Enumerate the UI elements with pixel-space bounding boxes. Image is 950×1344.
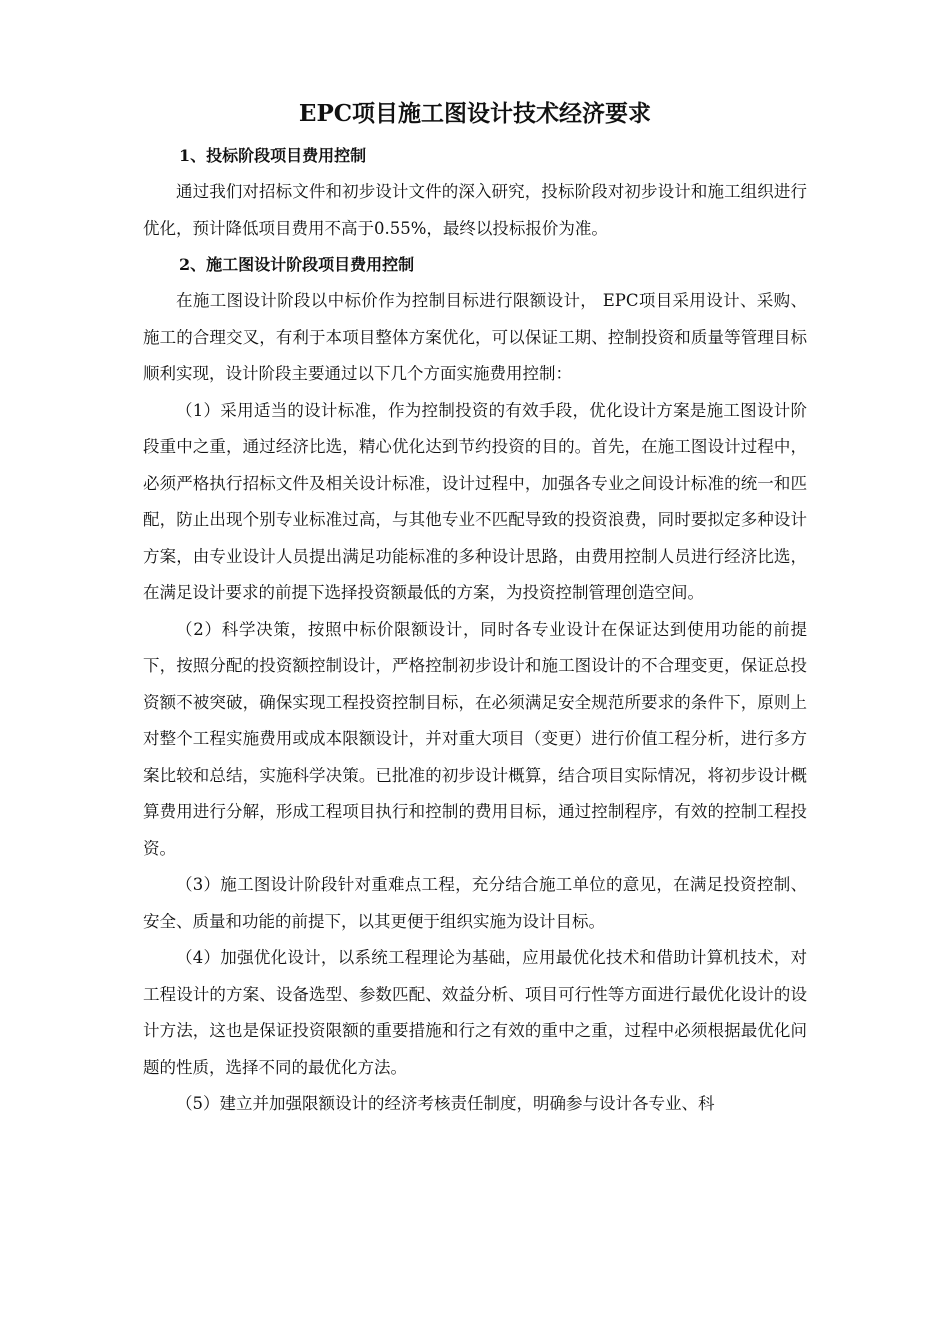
paragraph-design-stage-intro: 在施工图设计阶段以中标价作为控制目标进行限额设计， EPC项目采用设计、采购、施工的合理交叉，有利于本项目整体方案优化，可以保证工期、控制投资和质量等管理目标顺利实现，设计阶段主要通过以下几个方面实施费用控制： [143, 291, 807, 383]
section-heading-bid-stage: 1、投标阶段项目费用控制 [179, 146, 367, 165]
paragraph-item-3: （3）施工图设计阶段针对重难点工程，充分结合施工单位的意见，在满足投资控制、安全、质量和功能的前提下，以其更便于组织实施为设计目标。 [143, 875, 807, 931]
document-title: EPC项目施工图设计技术经济要求 [298, 100, 652, 127]
paragraph-item-2: （2）科学决策，按照中标价限额设计，同时各专业设计在保证达到使用功能的前提下，按照分配的投资额控制设计，严格控制初步设计和施工图设计的不合理变更，保证总投资额不被突破，确保实现工程投资控制目标，在必须满足安全规范所要求的条件下，原则上对整个工程实施费用或成本限额设计，并对重大项目（变更）进行价值工程分析，进行多方案比较和总结，实施科学决策。已批准的初步设计概算，结合项目实际情况，将初步设计概算费用进行分解，形成工程项目执行和控制的费用目标，通过控制程序，有效的控制工程投资。 [143, 619, 807, 858]
paragraph-item-5: （5）建立并加强限额设计的经济考核责任制度，明确参与设计各专业、科 [176, 1094, 715, 1113]
paragraph-item-4: （4）加强优化设计，以系统工程理论为基础，应用最优化技术和借助计算机技术，对工程设计的方案、设备选型、参数匹配、效益分析、项目可行性等方面进行最优化设计的设计方法，这也是保证投资限额的重要措施和行之有效的重中之重，过程中必须根据最优化问题的性质，选择不同的最优化方法。 [143, 948, 807, 1077]
paragraph-bid-stage: 通过我们对招标文件和初步设计文件的深入研究，投标阶段对初步设计和施工组织进行优化，预计降低项目费用不高于0.55%，最终以投标报价为准。 [143, 182, 807, 238]
paragraph-item-1: （1）采用适当的设计标准，作为控制投资的有效手段，优化设计方案是施工图设计阶段重中之重，通过经济比选，精心优化达到节约投资的目的。首先，在施工图设计过程中，必须严格执行招标文件及相关设计标准，设计过程中，加强各专业之间设计标准的统一和匹配，防止出现个别专业标准过高，与其他专业不匹配导致的投资浪费，同时要拟定多种设计方案，由专业设计人员提出满足功能标准的多种设计思路，由费用控制人员进行经济比选，在满足设计要求的前提下选择投资额最低的方案，为投资控制管理创造空间。 [143, 400, 807, 602]
section-heading-design-stage: 2、施工图设计阶段项目费用控制 [179, 255, 415, 274]
